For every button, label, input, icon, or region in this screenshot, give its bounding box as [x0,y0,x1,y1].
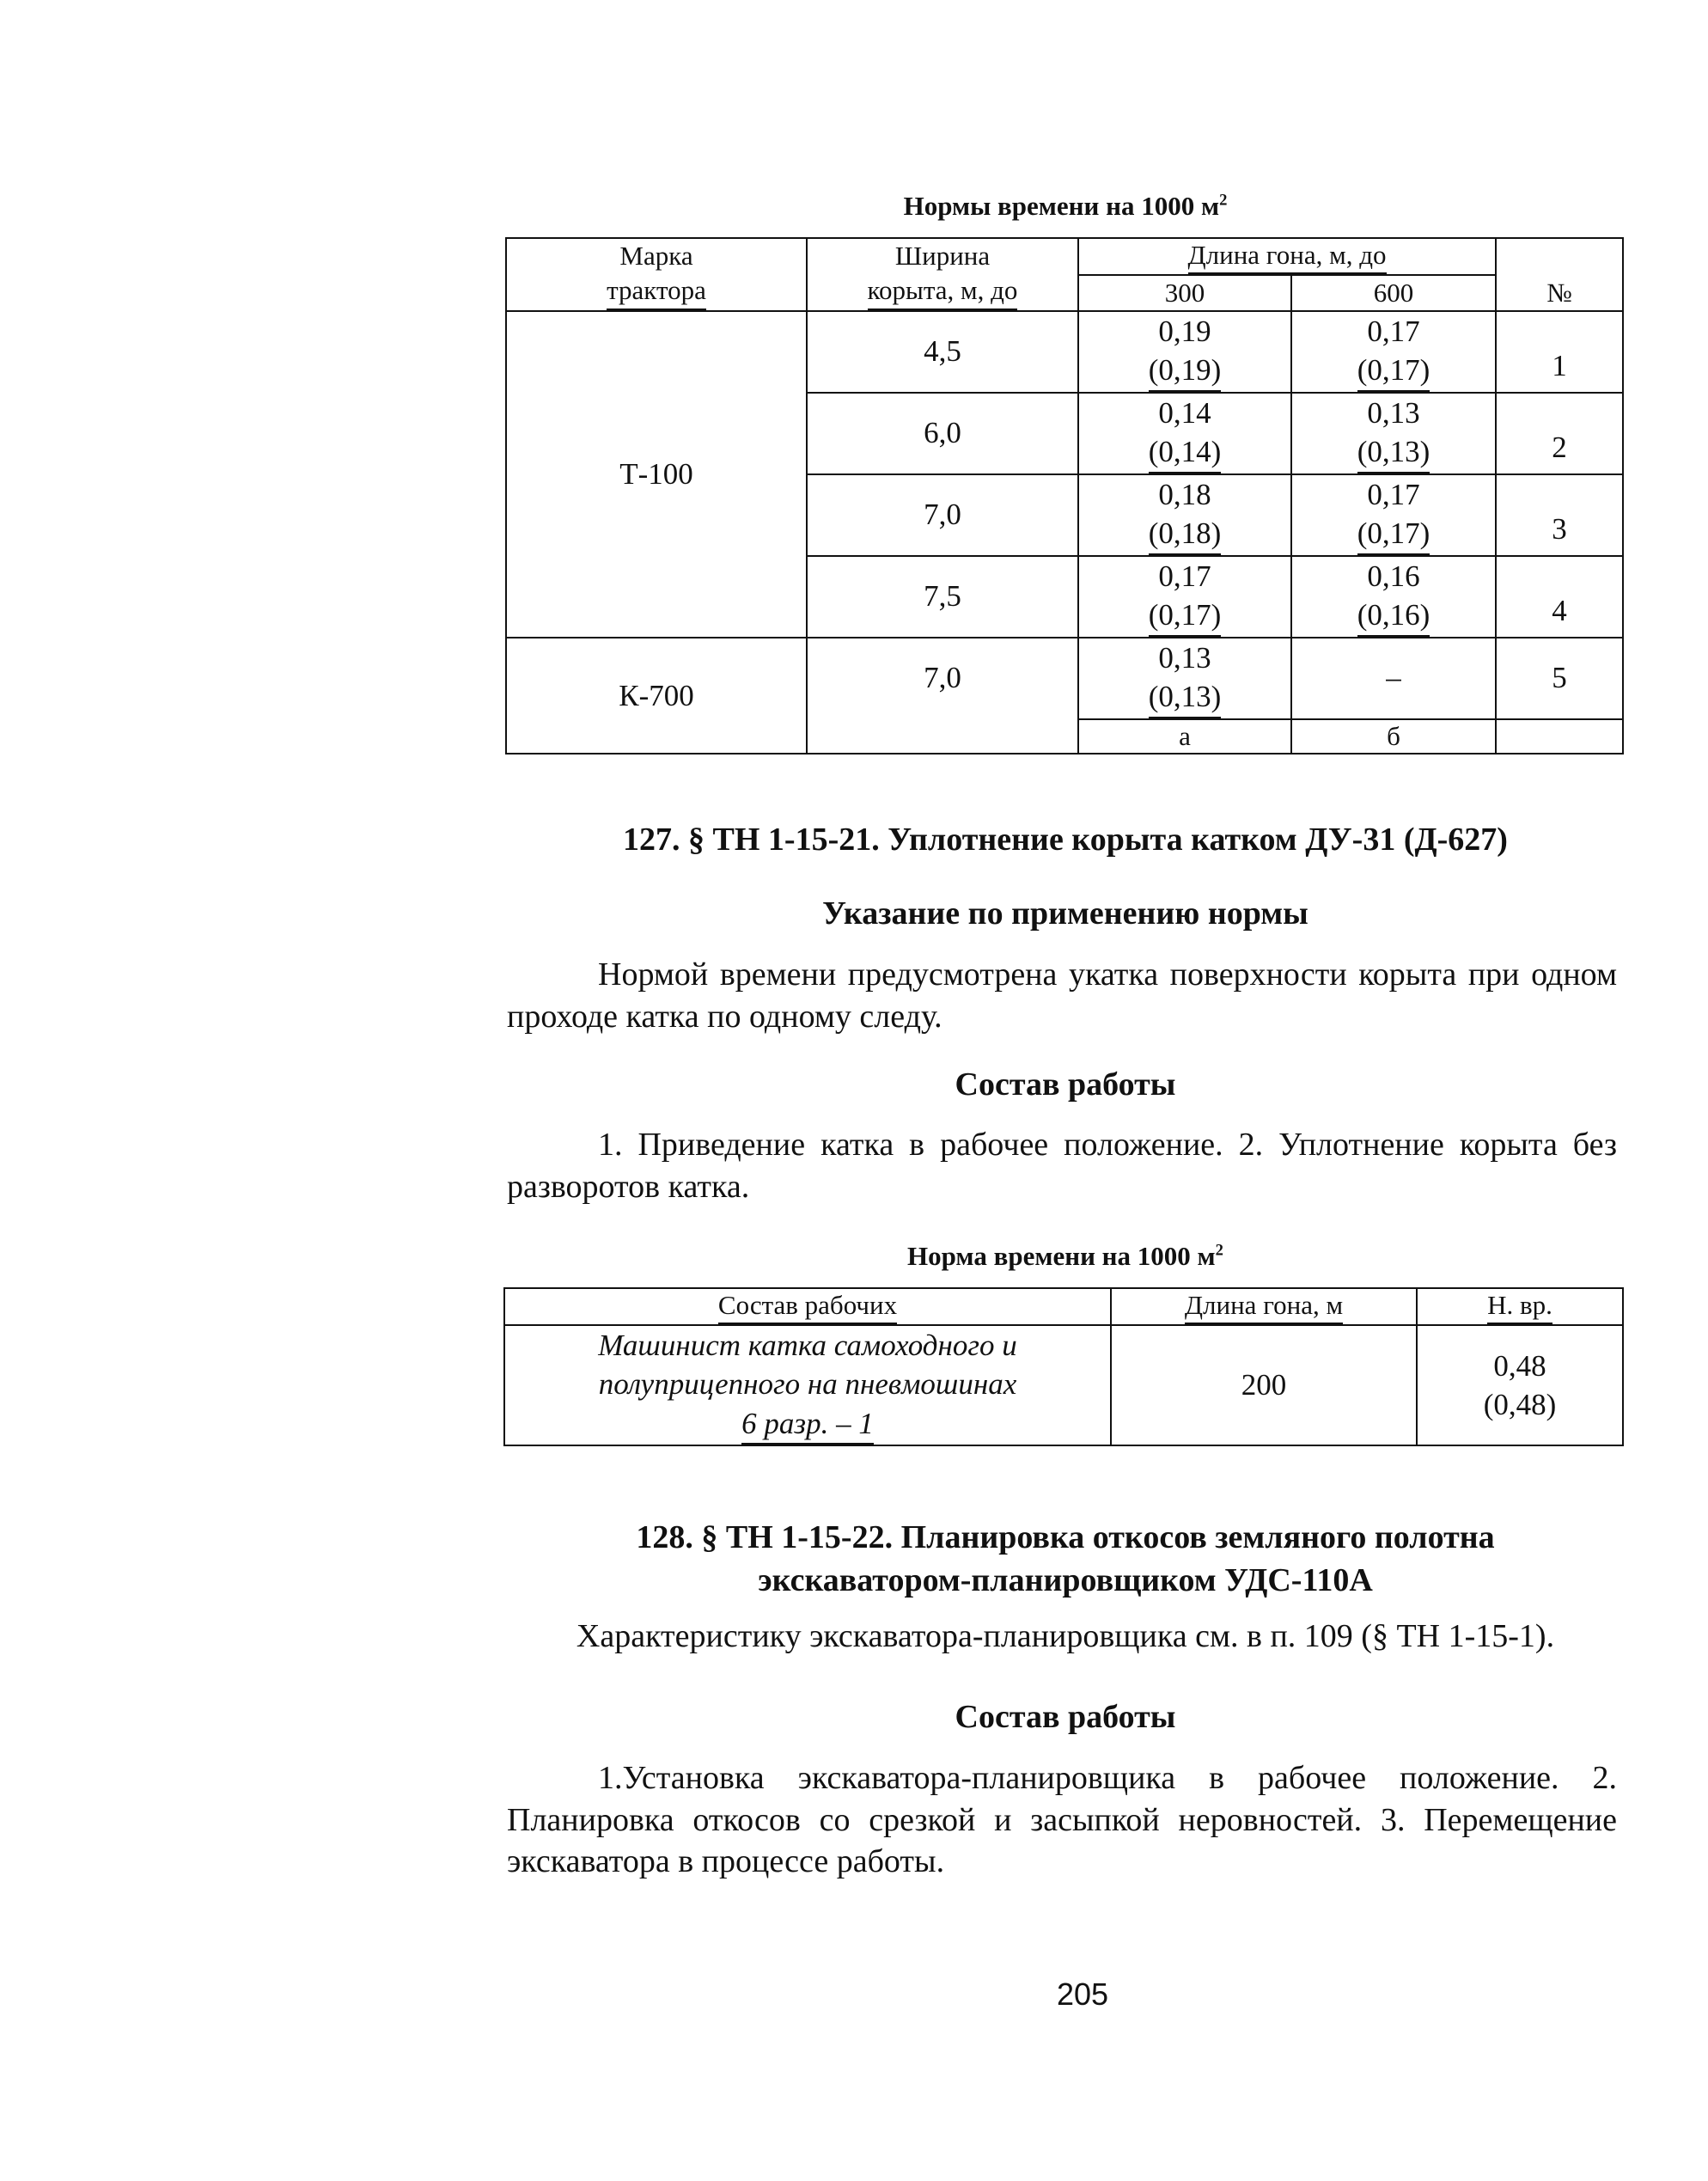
table-row [506,638,1623,719]
header-crew: Состав рабочих [504,1288,1111,1325]
value-300-cell: 0,13 (0,13) [1078,638,1291,719]
table-row [504,1325,1623,1446]
length-value-cell: 200 [1111,1325,1417,1446]
norms-table-1 [505,237,1624,754]
value-600-cell: 0,17 (0,17) [1291,311,1496,393]
header-length: Длина гона, м [1111,1288,1417,1325]
width-cell: 7,5 [807,556,1078,638]
work-heading-128: Состав работы [955,1699,1176,1735]
value-300-cell: 0,19 (0,19) [1078,311,1291,393]
section-128-title-line1: 128. § ТН 1-15-22. Планировка откосов земляного полотна [636,1519,1495,1555]
row-number: 1 [1496,311,1623,393]
width-cell: 7,0 [807,474,1078,556]
row-number: 4 [1496,556,1623,638]
header-number: № [1496,238,1623,311]
work-paragraph-127: 1. Приведение катка в рабочее положение. 2. Уплотнение корыта без разворотов катка. [507,1127,1617,1205]
row-number: 3 [1496,474,1623,556]
norm-value-cell: 0,48 (0,48) [1417,1325,1623,1446]
header-brand: Марка трактора [506,238,807,311]
brand-t100: Т-100 [506,311,807,638]
value-600-cell: 0,17 (0,17) [1291,474,1496,556]
table1-caption: Нормы времени на 1000 $м^2$ [903,191,1228,221]
header-width: Ширина корыта, м, до [807,238,1078,311]
value-300-cell: 0,14 (0,14) [1078,393,1291,474]
header-length: Длина гона, м, до [1078,238,1496,275]
value-600-cell: 0,13 (0,13) [1291,393,1496,474]
crew-cell: Машинист катка самоходного и полуприцепного на пневмошинах 6 разр. – 1 [504,1325,1111,1446]
page-number: 205 [1056,1976,1109,2012]
section-128-title-line2: экскаватором-планировщиком УДС-110А [758,1562,1373,1599]
row-number: 5 [1496,638,1623,719]
value-600-cell: – [1291,638,1496,719]
instruction-paragraph: Нормой времени предусмотрена укатка поверхности корыта при одном проходе катка по одному следу. [507,956,1617,1035]
value-300-cell: 0,18 (0,18) [1078,474,1291,556]
empty-cell [1496,719,1623,754]
column-letter-a: а [1078,719,1291,754]
table2-caption: Норма времени на 1000 $м^2$ [907,1241,1223,1271]
instruction-heading: Указание по применению нормы [822,895,1308,932]
value-300-cell: 0,17 (0,17) [1078,556,1291,638]
header-length-600: 600 [1291,275,1496,310]
header-length-300: 300 [1078,275,1291,310]
value-600-cell: 0,16 (0,16) [1291,556,1496,638]
width-cell: 6,0 [807,393,1078,474]
section-127-title: 127. § ТН 1-15-21. Уплотнение корыта катком ДУ-31 (Д-627) [623,822,1508,858]
section-128-title [507,1516,1624,1602]
brand-k700: К-700 [506,638,807,754]
width-cell: 4,5 [807,311,1078,393]
work-heading-127: Состав работы [955,1066,1176,1103]
norms-table-2 [503,1287,1624,1446]
row-number: 2 [1496,393,1623,474]
column-letter-b: б [1291,719,1496,754]
table-row [506,311,1623,393]
width-cell: 7,0 [807,638,1078,754]
characteristic-paragraph: Характеристику экскаватора-планировщика см. в п. 109 (§ ТН 1-15-1). [576,1618,1555,1654]
work-paragraph-128: 1.Установка экскаватора-планировщика в рабочее положение. 2. Планировка откосов со срезкой и засыпкой неровностей. 3. Перемещение экскаватора в процессе работы. [507,1760,1617,1880]
header-norm: Н. вр. [1417,1288,1623,1325]
